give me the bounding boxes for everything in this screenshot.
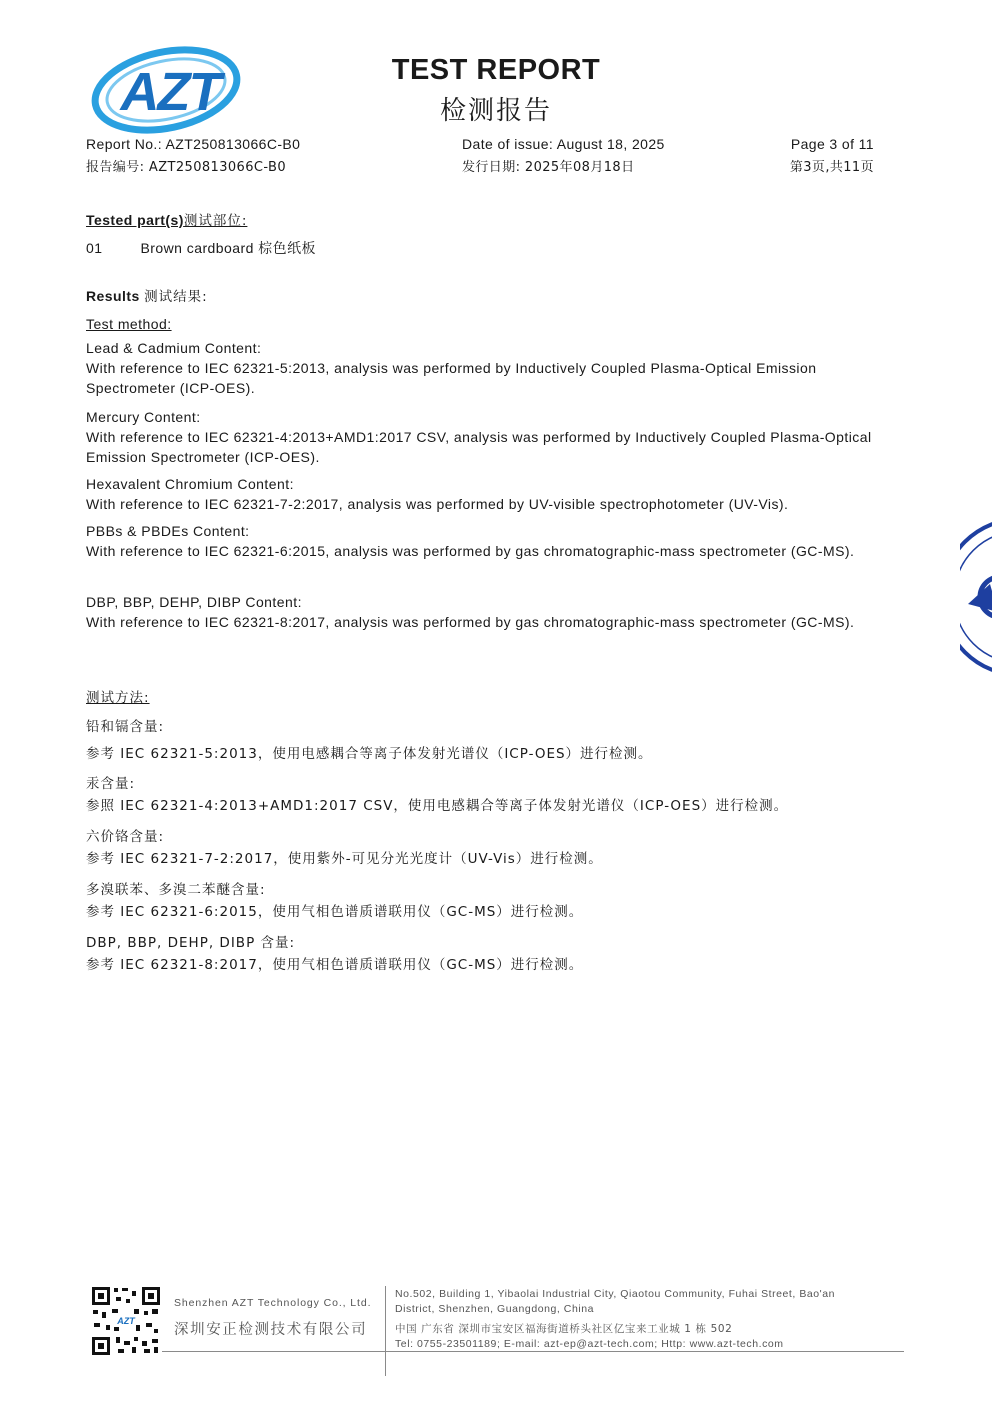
svg-text:AZT: AZT [120, 62, 220, 122]
method-cn-text: 参考 IEC 62321-6:2015，使用气相色谱质谱联用仪（GC-MS）进行检测。 [86, 904, 584, 920]
method-mercury [86, 407, 906, 467]
tested-part-name: Brown cardboard 棕色纸板 [140, 240, 316, 256]
tested-parts-heading [86, 210, 906, 231]
method-cn-mercury [86, 773, 906, 817]
report-title-en: TEST REPORT [391, 54, 601, 86]
method-cn-title: 铅和镉含量: [86, 719, 165, 735]
method-pbbs-pbdes [86, 521, 906, 561]
contact-info: Tel: 0755-23501189; E-mail: azt-ep@azt-tech.com; Http: www.azt-tech.com [395, 1338, 784, 1350]
method-title: Mercury Content: [86, 409, 201, 425]
report-number-cn: 报告编号: AZT250813066C-B0 [86, 160, 286, 175]
method-title: PBBs & PBDEs Content: [86, 523, 250, 539]
method-title: Lead & Cadmium Content: [86, 340, 262, 356]
address-en-line2: District, Shenzhen, Guangdong, China [395, 1303, 594, 1315]
company-name-en: Shenzhen AZT Technology Co., Ltd. [174, 1297, 372, 1309]
issue-date-en: Date of issue: August 18, 2025 [462, 136, 665, 152]
tested-parts-heading-cn: 测试部位: [183, 213, 248, 229]
test-method-heading-cn: 测试方法: [86, 690, 150, 706]
issue-date-block [462, 132, 665, 180]
method-cn-phthalates [86, 932, 906, 976]
footer-divider-left [162, 1351, 386, 1352]
method-hexavalent-chromium [86, 474, 906, 514]
method-lead-cadmium [86, 338, 906, 398]
report-number-block [86, 132, 300, 180]
report-title-cn: 检测报告 [439, 96, 552, 126]
method-text: With reference to IEC 62321-6:2015, analysis was performed by gas chromatographic-mass spectrometer (GC-MS). [86, 543, 855, 559]
approval-stamp [960, 512, 992, 682]
page-number-cn: 第3页,共11页 [789, 160, 874, 175]
footer-vertical-divider [385, 1286, 386, 1376]
method-text: With reference to IEC 62321-4:2013+AMD1:2017 CSV, analysis was performed by Inductively Coupled Plasma-Optical Emission Spectrometer (ICP-OES). [86, 429, 872, 465]
results-heading-en: Results [86, 288, 140, 304]
method-title: DBP, BBP, DEHP, DIBP Content: [86, 594, 302, 610]
method-cn-title: 多溴联苯、多溴二苯醚含量: [86, 882, 266, 898]
address-en-line1: No.502, Building 1, Yibaolai Industrial City, Qiaotou Community, Fuhai Street, Bao'an [395, 1288, 835, 1300]
method-cn-text: 参考 IEC 62321-7-2:2017，使用紫外-可见分光光度计（UV-Vis）进行检测。 [86, 851, 603, 867]
method-text: With reference to IEC 62321-5:2013, analysis was performed by Inductively Coupled Plasma-Optical Emission Spectrometer (ICP-OES). [86, 360, 817, 396]
method-cn-lead-cadmium [86, 714, 906, 768]
method-cn-title: 汞含量: [86, 776, 136, 792]
method-text: With reference to IEC 62321-8:2017, analysis was performed by gas chromatographic-mass spectrometer (GC-MS). [86, 614, 855, 630]
tested-part-row [86, 238, 906, 258]
report-number-en: Report No.: AZT250813066C-B0 [86, 136, 301, 152]
method-cn-hexavalent-chromium [86, 826, 906, 870]
method-text: With reference to IEC 62321-7-2:2017, analysis was performed by UV-visible spectrophotometer (UV-Vis). [86, 496, 789, 512]
footer-address-block [395, 1287, 835, 1352]
issue-date-cn: 发行日期: 2025年08月18日 [462, 160, 635, 175]
svg-text:AZT: AZT [117, 1316, 135, 1326]
method-cn-pbbs-pbdes [86, 879, 906, 923]
method-cn-text: 参考 IEC 62321-8:2017，使用气相色谱质谱联用仪（GC-MS）进行检测。 [86, 957, 584, 973]
method-phthalates [86, 592, 906, 632]
test-method-heading-en: Test method: [86, 316, 172, 332]
qr-code [90, 1285, 162, 1357]
method-cn-title: 六价铬含量: [86, 829, 165, 845]
method-title: Hexavalent Chromium Content: [86, 476, 294, 492]
address-cn: 中国 广东省 深圳市宝安区福海街道桥头社区亿宝来工业城 1 栋 502 [395, 1323, 733, 1335]
method-cn-text: 参照 IEC 62321-4:2013+AMD1:2017 CSV，使用电感耦合等离子体发射光谱仪（ICP-OES）进行检测。 [86, 798, 789, 814]
method-cn-text: 参考 IEC 62321-5:2013，使用电感耦合等离子体发射光谱仪（ICP-OES）进行检测。 [86, 746, 653, 762]
results-heading [86, 286, 906, 307]
page-number-block [700, 132, 874, 180]
results-heading-cn: 测试结果: [144, 289, 208, 305]
page-number-en: Page 3 of 11 [790, 136, 874, 152]
tested-parts-heading-en: Tested part(s) [86, 212, 184, 228]
company-name-cn: 深圳安正检测技术有限公司 [174, 1322, 368, 1338]
method-cn-title: DBP, BBP, DEHP, DIBP 含量: [86, 935, 296, 951]
tested-part-number: 01 [86, 240, 103, 256]
